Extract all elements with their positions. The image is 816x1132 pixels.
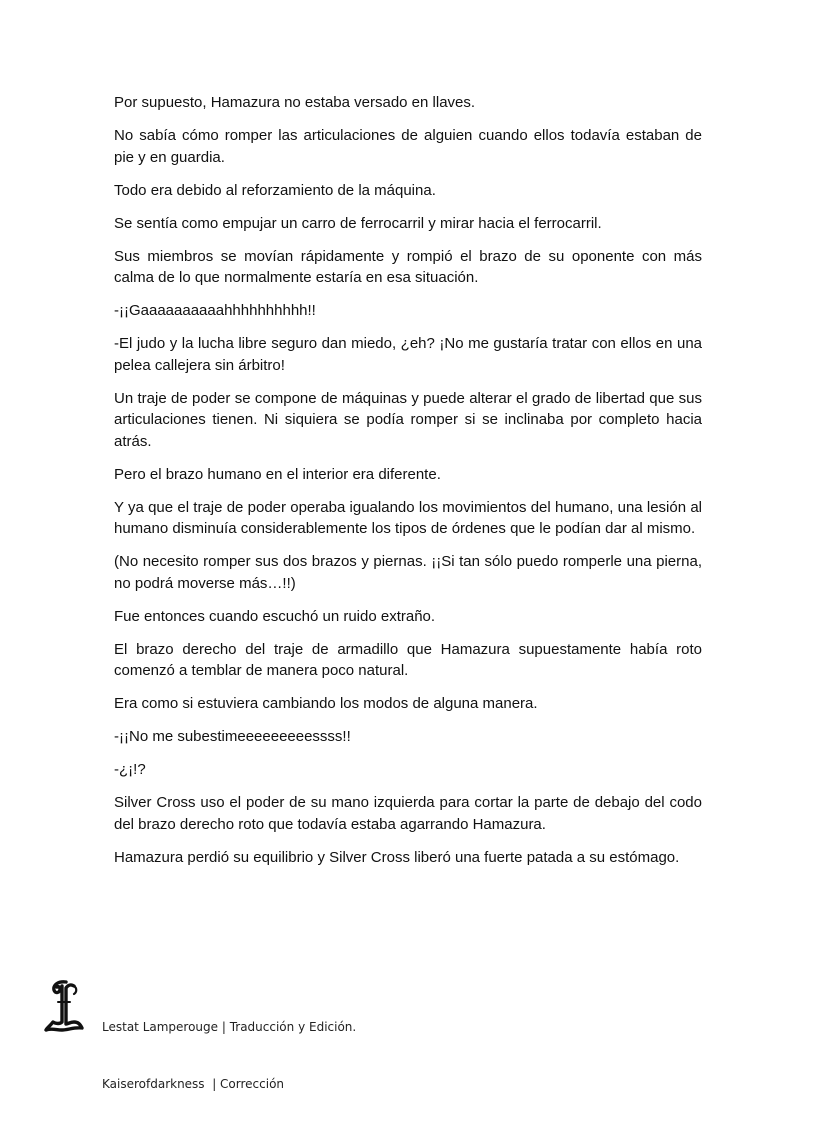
paragraph: Y ya que el traje de poder operaba igualando los movimientos del humano, una lesión al humano disminuía considerablemente los tipos de órdenes que le podían dar al mismo. [114, 498, 702, 537]
paragraph: El brazo derecho del traje de armadillo que Hamazura supuestamente había roto comenzó a temblar de manera poco natural. [114, 640, 702, 679]
paragraph: -¿¡!? [114, 761, 146, 778]
paragraph: No sabía cómo romper las articulaciones de alguien cuando ellos todavía estaban de pie y en guardia. [114, 127, 702, 166]
gothic-letter-L-icon [44, 978, 84, 1034]
paragraph: Hamazura perdió su equilibrio y Silver Cross liberó una fuerte patada a su estómago. [114, 848, 680, 866]
paragraph: Fue entonces cuando escuchó un ruido extraño. [114, 607, 436, 625]
paragraph: Era como si estuviera cambiando los modos de alguna manera. [114, 695, 538, 712]
paragraph: Se sentía como empujar un carro de ferrocarril y mirar hacia el ferrocarril. [114, 214, 602, 232]
paragraph: -¡¡No me subestimeeeeeeeeessss!! [114, 728, 351, 745]
footer-credit-line: Lestat Lamperouge | Traducción y Edición. [102, 1020, 357, 1034]
paragraph: Pero el brazo humano en el interior era diferente. [114, 465, 441, 483]
footer-credit-line: Kaiserofdarkness | Corrección [102, 1077, 285, 1091]
document-body [114, 92, 702, 880]
paragraph: -¡¡Gaaaaaaaaaahhhhhhhhhh!! [114, 302, 316, 319]
paragraph: Por supuesto, Hamazura no estaba versado en llaves. [114, 94, 476, 111]
page-footer [44, 978, 464, 1091]
paragraph: Todo era debido al reforzamiento de la máquina. [114, 181, 436, 199]
paragraph: Un traje de poder se compone de máquinas y puede alterar el grado de libertad que sus articulaciones tienen. Ni siquiera se podía romper si se inclinaba por completo hacia atrás. [114, 389, 702, 450]
paragraph: Sus miembros se movían rápidamente y rompió el brazo de su oponente con más calma de lo que normalmente estaría en esa situación. [114, 247, 702, 286]
footer-credits [102, 980, 356, 1132]
paragraph: Silver Cross uso el poder de su mano izquierda para cortar la parte de debajo del codo del brazo derecho roto que todavía estaba agarrando Hamazura. [114, 794, 702, 833]
paragraph: (No necesito romper sus dos brazos y piernas. ¡¡Si tan sólo puedo romperle una pierna, no podrá moverse más…!!) [114, 553, 702, 592]
paragraph: -El judo y la lucha libre seguro dan miedo, ¿eh? ¡No me gustaría tratar con ellos en una pelea callejera sin árbitro! [114, 335, 702, 374]
